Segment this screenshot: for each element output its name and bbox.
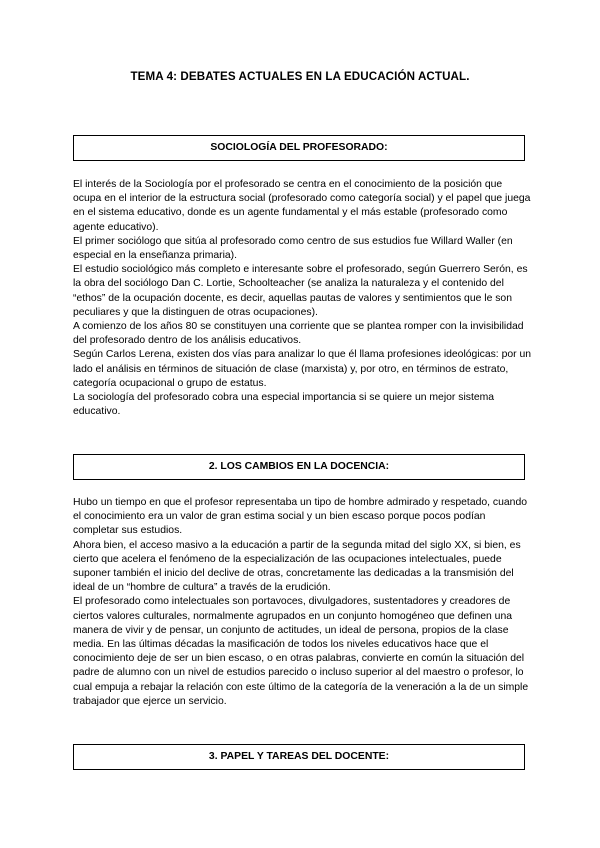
paragraph: Según Carlos Lerena, existen dos vías para analizar lo que él llama profesiones ideológicas: por un lado el análisis en términos de situación de clase (marxista) y, por otro, en términos de estrato, categoría ocupacional o grupo de estatus. [73, 349, 532, 389]
paragraph: El estudio sociológico más completo e interesante sobre el profesorado, según Guerrero Serón, es la obra del sociólogo Dan C. Lortie, Schoolteacher (se analiza la naturaleza y el contenido del “ethos” de la ocupación docente, es decir, aquellas pautas de valores y sentimientos que le son peculiares y que la distinguen de otras ocupaciones). [73, 264, 528, 318]
paragraph: Ahora bien, el acceso masivo a la educación a partir de la segunda mitad del siglo XX, si bien, es cierto que acelera el fenómeno de la especialización de las ocupaciones intelectuales, puede suponer también el inicio del declive de otras, concretamente las dedicadas a la transmisión del ideal de un “hombre de cultura” a través de la erudición. [73, 539, 521, 594]
section-heading-cambios: 2. LOS CAMBIOS EN LA DOCENCIA: [73, 454, 525, 480]
document-title: TEMA 4: DEBATES ACTUALES EN LA EDUCACIÓN ACTUAL. [130, 70, 470, 83]
section-heading-papel: 3. PAPEL Y TAREAS DEL DOCENTE: [73, 744, 525, 770]
paragraph: A comienzo de los años 80 se constituyen una corriente que se plantea romper con la invisibilidad del profesorado dentro de los análisis educativos. [73, 321, 524, 347]
paragraph: El profesorado como intelectuales son portavoces, divulgadores, sustentadores y creadores de ciertos valores culturales, normalmente agrupados en un conjunto homogéneo que definen una manera de vivir y de pensar, un conjunto de actitudes, un ideal de persona, propios de la clase media. En las últimas décadas la masificación de todos los niveles educativos hace que el conocimiento deje de ser un bien escaso, o en otras palabras, convierte en común la situación del padre de alumno con un nivel de estudios parecido o incluso superior al del maestro o profesor, lo cual empuja a rebajar la relación con este último de la categoría de la veneración a la de un simple trabajador que ejerce un servicio. [73, 596, 529, 707]
paragraph: La sociología del profesorado cobra una especial importancia si se quiere un mejor sistema educativo. [73, 392, 495, 418]
paragraph: El interés de la Sociología por el profesorado se centra en el conocimiento de la posición que ocupa en el interior de la estructura social (profesorado como categoría social) y el papel que juega en el sistema educativo, donde es un agente fundamental y el más estable (profesorado como agente educativo). [73, 179, 531, 233]
paragraph: Hubo un tiempo en que el profesor representaba un tipo de hombre admirado y respetado, cuando el conocimiento era un valor de gran estima social y un bien escaso porque pocos podían completar sus estudios. [73, 497, 528, 537]
section-body-sociologia [73, 178, 533, 419]
paragraph: El primer sociólogo que sitúa al profesorado como centro de sus estudios fue Willard Waller (en especial en la enseñanza primaria). [73, 235, 513, 262]
section-heading-sociologia: SOCIOLOGÍA DEL PROFESORADO: [73, 135, 525, 161]
section-body-cambios [73, 496, 533, 709]
